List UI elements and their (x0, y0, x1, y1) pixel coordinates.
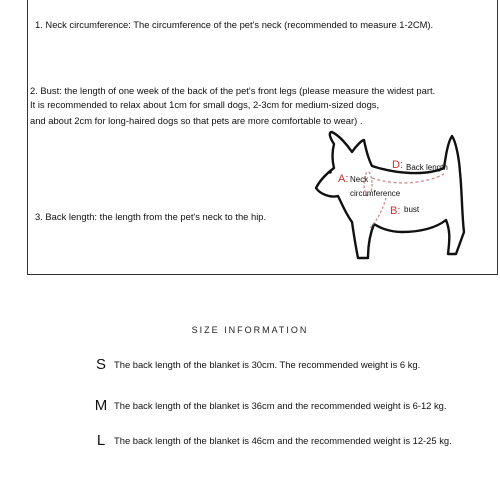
back-length-measurement-text: 3. Back length: the length from the pet's neck to the hip. (35, 211, 267, 222)
size-letter: S (95, 356, 106, 373)
label-d-letter: D: (392, 159, 403, 171)
label-a-text-1: Neck (350, 175, 369, 184)
size-description: The back length of the blanket is 30cm. The recommended weight is 6 kg. (114, 359, 421, 370)
dog-measurement-diagram (296, 128, 486, 268)
label-b-text: bust (404, 205, 420, 214)
bust-line (370, 198, 386, 228)
size-letter: L (96, 432, 106, 449)
bust-measurement-text-line-1: 2. Bust: the length of one week of the back of the pet's front legs (please measure the widest part. (30, 85, 436, 96)
dog-eye (328, 170, 332, 174)
label-b-letter: B: (390, 205, 401, 217)
bust-measurement-text-line-2: It is recommended to relax about 1cm for small dogs, 2-3cm for medium-sized dogs, (30, 99, 380, 110)
label-a-text-2: circumference (350, 189, 401, 198)
size-letter: M (94, 397, 108, 414)
label-a-letter: A: (338, 173, 349, 185)
bust-measurement-text-line-3: and about 2cm for long-haired dogs so that pets are more comfortable to wear) . (30, 115, 363, 126)
size-information-title: SIZE INFORMATION (191, 325, 309, 335)
size-description: The back length of the blanket is 36cm and the recommended weight is 6-12 kg. (114, 400, 447, 411)
label-d-text: Back length (406, 163, 448, 172)
neck-measurement-text: 1. Neck circumference: The circumference of the pet's neck (recommended to measure 1-2CM). (35, 19, 434, 30)
back-length-line (372, 174, 444, 183)
size-description: The back length of the blanket is 46cm and the recommended weight is 12-25 kg. (114, 435, 452, 446)
